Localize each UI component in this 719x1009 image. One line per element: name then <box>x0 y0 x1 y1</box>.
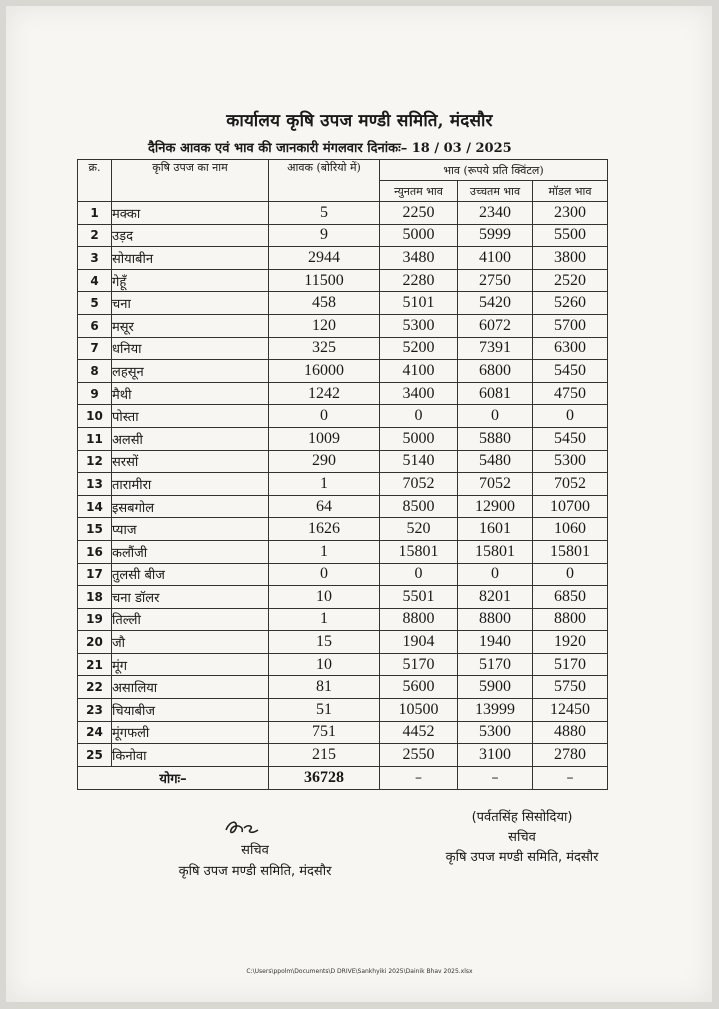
row-min-price: 2250 <box>380 202 458 225</box>
row-max-price: 4100 <box>458 247 533 270</box>
row-serial: 6 <box>78 314 112 337</box>
row-serial: 18 <box>78 586 112 609</box>
row-max-price: 5420 <box>458 292 533 315</box>
row-serial: 25 <box>78 744 112 767</box>
table-row <box>78 608 608 631</box>
row-model-price: 5500 <box>533 224 608 247</box>
table-row <box>78 224 608 247</box>
row-model-price: 2780 <box>533 744 608 767</box>
row-arrival: 81 <box>269 676 380 699</box>
row-arrival: 120 <box>269 314 380 337</box>
row-serial: 20 <box>78 631 112 654</box>
row-min-price: 0 <box>380 405 458 428</box>
row-model-price: 5450 <box>533 360 608 383</box>
row-commodity-name: चना <box>112 292 269 315</box>
row-commodity-name: जौ <box>112 631 269 654</box>
total-max-dash: – <box>458 766 533 789</box>
row-min-price: 5300 <box>380 314 458 337</box>
row-max-price: 5300 <box>458 721 533 744</box>
row-serial: 1 <box>78 202 112 225</box>
total-arrival: 36728 <box>269 766 380 789</box>
row-model-price: 8800 <box>533 608 608 631</box>
row-max-price: 13999 <box>458 699 533 722</box>
table-row <box>78 360 608 383</box>
table-row <box>78 721 608 744</box>
row-commodity-name: चियाबीज <box>112 699 269 722</box>
row-arrival: 9 <box>269 224 380 247</box>
row-commodity-name: सरसों <box>112 450 269 473</box>
row-commodity-name: मक्का <box>112 202 269 225</box>
row-min-price: 0 <box>380 563 458 586</box>
row-max-price: 5170 <box>458 653 533 676</box>
row-min-price: 5101 <box>380 292 458 315</box>
row-serial: 14 <box>78 495 112 518</box>
table-row <box>78 586 608 609</box>
table-row <box>78 518 608 541</box>
table-row <box>78 382 608 405</box>
row-min-price: 2280 <box>380 269 458 292</box>
table-row <box>78 473 608 496</box>
row-arrival: 1242 <box>269 382 380 405</box>
row-arrival: 5 <box>269 202 380 225</box>
row-commodity-name: गेहूँ <box>112 269 269 292</box>
row-min-price: 2550 <box>380 744 458 767</box>
row-serial: 5 <box>78 292 112 315</box>
row-max-price: 5480 <box>458 450 533 473</box>
table-row <box>78 247 608 270</box>
row-serial: 23 <box>78 699 112 722</box>
row-arrival: 2944 <box>269 247 380 270</box>
row-arrival: 751 <box>269 721 380 744</box>
row-serial: 24 <box>78 721 112 744</box>
left-signatory-title: सचिव <box>241 843 269 858</box>
row-arrival: 64 <box>269 495 380 518</box>
row-max-price: 8201 <box>458 586 533 609</box>
table-row <box>78 405 608 428</box>
row-commodity-name: लहसून <box>112 360 269 383</box>
table-row <box>78 202 608 225</box>
row-min-price: 5140 <box>380 450 458 473</box>
row-commodity-name: तिल्ली <box>112 608 269 631</box>
row-model-price: 1920 <box>533 631 608 654</box>
row-max-price: 5999 <box>458 224 533 247</box>
row-commodity-name: कलौंजी <box>112 540 269 563</box>
table-header-row <box>78 160 608 181</box>
row-max-price: 6072 <box>458 314 533 337</box>
row-arrival: 10 <box>269 653 380 676</box>
row-commodity-name: मूंगफली <box>112 721 269 744</box>
rates-table <box>77 159 608 790</box>
table-row <box>78 631 608 654</box>
row-max-price: 7052 <box>458 473 533 496</box>
row-serial: 3 <box>78 247 112 270</box>
row-model-price: 12450 <box>533 699 608 722</box>
row-model-price: 5300 <box>533 450 608 473</box>
total-label: योगः– <box>78 766 269 789</box>
row-max-price: 7391 <box>458 337 533 360</box>
table-row <box>78 563 608 586</box>
row-arrival: 51 <box>269 699 380 722</box>
right-signature-block <box>402 808 642 868</box>
row-commodity-name: तुलसी बीज <box>112 563 269 586</box>
row-arrival: 11500 <box>269 269 380 292</box>
table-row <box>78 292 608 315</box>
row-arrival: 458 <box>269 292 380 315</box>
row-max-price: 1940 <box>458 631 533 654</box>
row-model-price: 10700 <box>533 495 608 518</box>
row-commodity-name: तारामीरा <box>112 473 269 496</box>
row-commodity-name: सोयाबीन <box>112 247 269 270</box>
row-arrival: 16000 <box>269 360 380 383</box>
row-max-price: 0 <box>458 563 533 586</box>
row-model-price: 0 <box>533 405 608 428</box>
row-serial: 19 <box>78 608 112 631</box>
row-max-price: 0 <box>458 405 533 428</box>
right-signatory-org: कृषि उपज मण्डी समिति, मंदसौर <box>445 850 599 865</box>
col-header-sn: क्र. <box>78 160 112 202</box>
row-max-price: 1601 <box>458 518 533 541</box>
row-arrival: 10 <box>269 586 380 609</box>
row-model-price: 5700 <box>533 314 608 337</box>
row-min-price: 1904 <box>380 631 458 654</box>
col-header-max: उच्चतम भाव <box>458 181 533 202</box>
table-row <box>78 676 608 699</box>
row-arrival: 0 <box>269 563 380 586</box>
total-min-dash: – <box>380 766 458 789</box>
row-model-price: 4880 <box>533 721 608 744</box>
row-commodity-name: पोस्ता <box>112 405 269 428</box>
row-serial: 9 <box>78 382 112 405</box>
row-commodity-name: मसूर <box>112 314 269 337</box>
row-min-price: 4452 <box>380 721 458 744</box>
total-row <box>78 766 608 789</box>
row-arrival: 215 <box>269 744 380 767</box>
row-min-price: 15801 <box>380 540 458 563</box>
col-header-min: न्युनतम भाव <box>380 181 458 202</box>
col-header-price-group: भाव (रूपये प्रति क्विंटल) <box>380 160 608 181</box>
office-title: कार्यालय कृषि उपज मण्डी समिति, मंदसौर <box>226 111 493 131</box>
row-min-price: 5000 <box>380 427 458 450</box>
row-commodity-name: किनोवा <box>112 744 269 767</box>
row-serial: 21 <box>78 653 112 676</box>
file-path-footer: C:\Users\ppolm\Documents\D DRIVE\Sankhyiki 2025\Dainik Bhav 2025.xlsx <box>246 968 473 975</box>
row-max-price: 3100 <box>458 744 533 767</box>
row-arrival: 1009 <box>269 427 380 450</box>
row-min-price: 7052 <box>380 473 458 496</box>
row-commodity-name: इसबगोल <box>112 495 269 518</box>
table-row <box>78 427 608 450</box>
table-row <box>78 337 608 360</box>
row-min-price: 5170 <box>380 653 458 676</box>
row-model-price: 7052 <box>533 473 608 496</box>
col-header-name: कृषि उपज का नाम <box>112 160 269 202</box>
row-min-price: 5600 <box>380 676 458 699</box>
row-model-price: 2300 <box>533 202 608 225</box>
row-serial: 16 <box>78 540 112 563</box>
row-model-price: 1060 <box>533 518 608 541</box>
row-min-price: 10500 <box>380 699 458 722</box>
row-serial: 13 <box>78 473 112 496</box>
row-arrival: 1626 <box>269 518 380 541</box>
table-row <box>78 450 608 473</box>
row-model-price: 15801 <box>533 540 608 563</box>
table-row <box>78 744 608 767</box>
row-model-price: 0 <box>533 563 608 586</box>
row-max-price: 15801 <box>458 540 533 563</box>
row-max-price: 8800 <box>458 608 533 631</box>
report-subtitle: दैनिक आवक एवं भाव की जानकारी मंगलवार दिनांकः– 18 / 03 / 2025 <box>148 141 512 156</box>
table-row <box>78 269 608 292</box>
row-max-price: 6081 <box>458 382 533 405</box>
row-serial: 10 <box>78 405 112 428</box>
row-arrival: 325 <box>269 337 380 360</box>
left-signature-block <box>140 828 370 879</box>
row-min-price: 5200 <box>380 337 458 360</box>
row-arrival: 290 <box>269 450 380 473</box>
row-serial: 2 <box>78 224 112 247</box>
row-model-price: 6300 <box>533 337 608 360</box>
total-model-dash: – <box>533 766 608 789</box>
row-max-price: 5900 <box>458 676 533 699</box>
row-commodity-name: मैथी <box>112 382 269 405</box>
row-model-price: 5260 <box>533 292 608 315</box>
row-min-price: 4100 <box>380 360 458 383</box>
row-min-price: 5000 <box>380 224 458 247</box>
row-arrival: 1 <box>269 540 380 563</box>
table-row <box>78 699 608 722</box>
col-header-model: मॉडल भाव <box>533 181 608 202</box>
row-commodity-name: उड़द <box>112 224 269 247</box>
row-min-price: 8500 <box>380 495 458 518</box>
row-max-price: 12900 <box>458 495 533 518</box>
left-signatory-org: कृषि उपज मण्डी समिति, मंदसौर <box>178 864 332 879</box>
handwritten-signature-icon <box>222 816 262 840</box>
row-max-price: 5880 <box>458 427 533 450</box>
row-min-price: 8800 <box>380 608 458 631</box>
table-row <box>78 495 608 518</box>
row-model-price: 3800 <box>533 247 608 270</box>
row-serial: 4 <box>78 269 112 292</box>
row-min-price: 520 <box>380 518 458 541</box>
row-serial: 11 <box>78 427 112 450</box>
row-serial: 22 <box>78 676 112 699</box>
row-min-price: 3480 <box>380 247 458 270</box>
table-row <box>78 653 608 676</box>
row-model-price: 6850 <box>533 586 608 609</box>
row-serial: 12 <box>78 450 112 473</box>
row-model-price: 2520 <box>533 269 608 292</box>
row-model-price: 5750 <box>533 676 608 699</box>
row-max-price: 6800 <box>458 360 533 383</box>
row-serial: 15 <box>78 518 112 541</box>
right-signatory-name: (पर्वतसिंह सिसोदिया) <box>471 810 573 825</box>
row-serial: 8 <box>78 360 112 383</box>
table-row <box>78 314 608 337</box>
row-arrival: 1 <box>269 473 380 496</box>
row-model-price: 5170 <box>533 653 608 676</box>
row-commodity-name: मूंग <box>112 653 269 676</box>
row-max-price: 2750 <box>458 269 533 292</box>
row-min-price: 3400 <box>380 382 458 405</box>
row-min-price: 5501 <box>380 586 458 609</box>
row-commodity-name: असालिया <box>112 676 269 699</box>
row-commodity-name: अलसी <box>112 427 269 450</box>
col-header-arrival: आवक (बोरियो में) <box>269 160 380 202</box>
row-serial: 7 <box>78 337 112 360</box>
row-commodity-name: चना डॉलर <box>112 586 269 609</box>
row-serial: 17 <box>78 563 112 586</box>
row-model-price: 5450 <box>533 427 608 450</box>
row-commodity-name: प्याज <box>112 518 269 541</box>
row-arrival: 15 <box>269 631 380 654</box>
row-max-price: 2340 <box>458 202 533 225</box>
row-commodity-name: धनिया <box>112 337 269 360</box>
row-arrival: 0 <box>269 405 380 428</box>
row-model-price: 4750 <box>533 382 608 405</box>
table-row <box>78 540 608 563</box>
right-signatory-title: सचिव <box>508 830 536 845</box>
row-arrival: 1 <box>269 608 380 631</box>
